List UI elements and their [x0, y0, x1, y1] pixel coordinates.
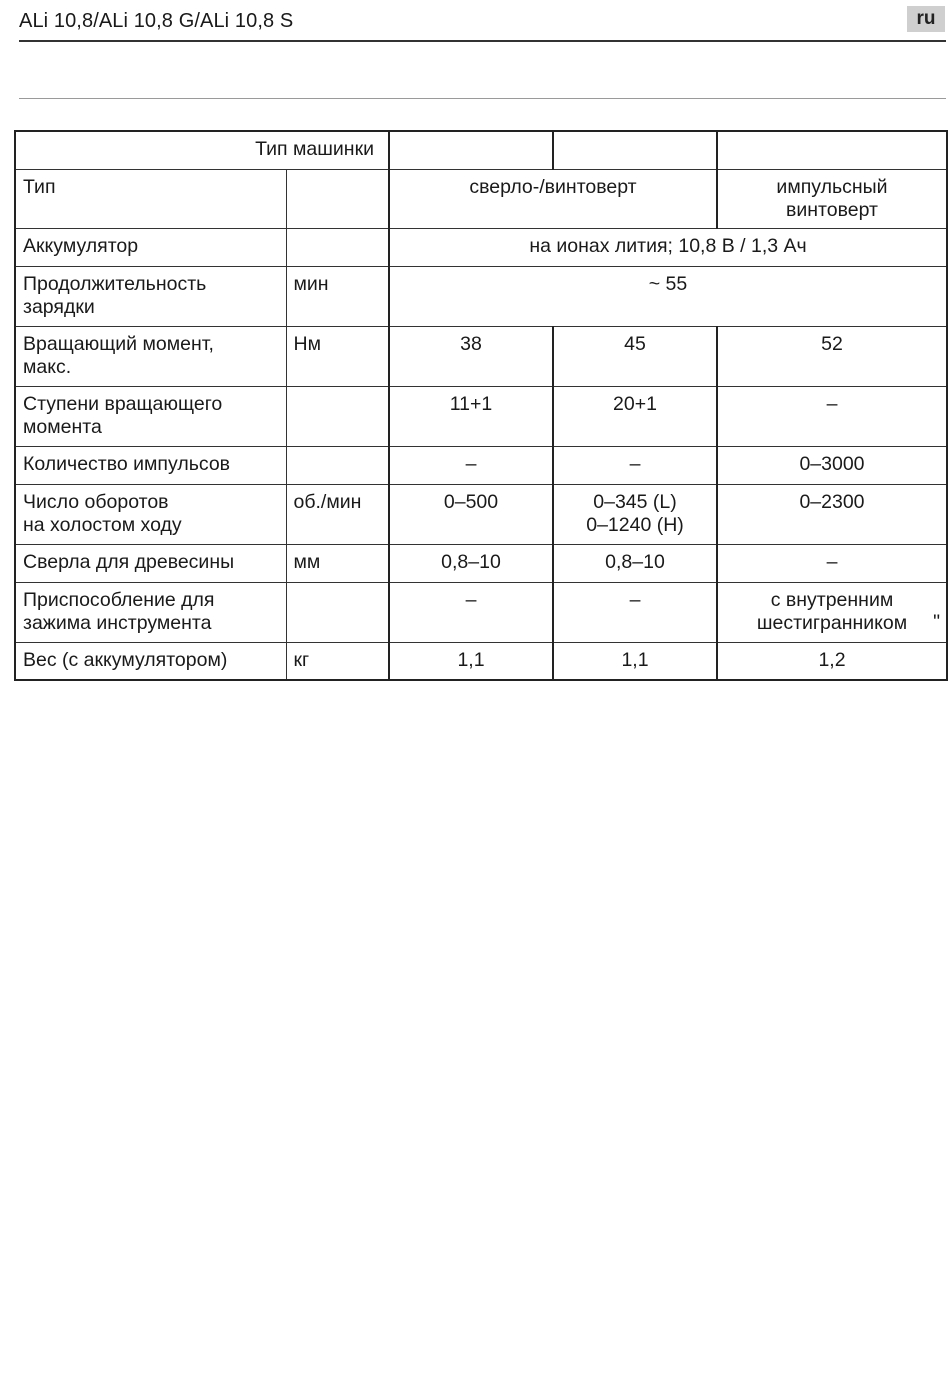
row-label [15, 386, 286, 446]
wood-drill-v2: 0,8–10 [553, 544, 717, 582]
chuck-v2: – [553, 582, 717, 642]
speed-v2 [553, 484, 717, 544]
wood-drill-v3: – [717, 544, 947, 582]
table-row-type [15, 169, 947, 228]
weight-v1: 1,1 [389, 642, 553, 680]
table-row-wood-drill [15, 544, 947, 582]
charge-value: ~ 55 [389, 266, 947, 326]
row-unit [286, 386, 389, 446]
torque-steps-v3: – [717, 386, 947, 446]
row-label [15, 484, 286, 544]
table-row-model [15, 131, 947, 169]
type-impact [717, 169, 947, 228]
wood-drill-v1: 0,8–10 [389, 544, 553, 582]
impulses-v2: – [553, 446, 717, 484]
row-unit: мм [286, 544, 389, 582]
model-cell-1 [389, 131, 553, 169]
weight-v2: 1,1 [553, 642, 717, 680]
row-label-line1: Ступени вращающего [23, 392, 223, 415]
table-row-weight [15, 642, 947, 680]
row-label-line2: момента [23, 415, 102, 438]
row-label: Количество импульсов [15, 446, 286, 484]
impulses-v3: 0–3000 [717, 446, 947, 484]
torque-steps-v1: 11+1 [389, 386, 553, 446]
header-rule [19, 40, 946, 42]
model-cell-2 [553, 131, 717, 169]
row-unit [286, 228, 389, 266]
impulses-v1: – [389, 446, 553, 484]
row-label-line2: зарядки [23, 295, 95, 318]
type-drill: сверло-/винтоверт [389, 169, 717, 228]
torque-v1: 38 [389, 326, 553, 386]
speed-v2-line1: 0–345 (L) [593, 490, 677, 513]
table-row-speed [15, 484, 947, 544]
language-badge: ru [907, 6, 945, 32]
spec-table [14, 130, 948, 681]
row-unit: кг [286, 642, 389, 680]
row-label-line2: зажима инструмента [23, 611, 212, 634]
row-label: Тип [15, 169, 286, 228]
row-label [15, 582, 286, 642]
table-row-charge [15, 266, 947, 326]
table-row-torque-steps [15, 386, 947, 446]
row-label [15, 326, 286, 386]
row-unit [286, 169, 389, 228]
row-unit [286, 582, 389, 642]
row-label-line2: макс. [23, 355, 72, 378]
row-label-line1: Приспособление для [23, 588, 215, 611]
chuck-v3-line2: шестигранником [756, 611, 908, 634]
type-impact-line2: винтоверт [786, 198, 878, 221]
speed-v2-line2: 0–1240 (H) [586, 513, 684, 536]
row-label-line1: Продолжительность [23, 272, 207, 295]
table-row-battery [15, 228, 947, 266]
battery-value: на ионах лития; 10,8 В / 1,3 Ач [389, 228, 947, 266]
weight-v3: 1,2 [717, 642, 947, 680]
row-label-line1: Число оборотов [23, 490, 169, 513]
type-impact-line1: импульсный [776, 175, 888, 198]
row-label [15, 266, 286, 326]
speed-v1: 0–500 [389, 484, 553, 544]
table-row-chuck [15, 582, 947, 642]
model-type-header: Тип машинки [15, 131, 389, 169]
torque-v3: 52 [717, 326, 947, 386]
torque-v2: 45 [553, 326, 717, 386]
torque-steps-v2: 20+1 [553, 386, 717, 446]
row-label-line1: Вращающий момент, [23, 332, 214, 355]
table-row-impulses [15, 446, 947, 484]
row-unit [286, 446, 389, 484]
chuck-v3 [717, 582, 947, 642]
chuck-v3-suffix: " [933, 610, 940, 633]
row-label: Вес (с аккумулятором) [15, 642, 286, 680]
row-unit: мин [286, 266, 389, 326]
chuck-v3-line1: с внутренним [770, 588, 894, 611]
section-divider [19, 98, 946, 99]
row-unit: об./мин [286, 484, 389, 544]
row-label: Аккумулятор [15, 228, 286, 266]
table-row-torque [15, 326, 947, 386]
row-unit: Нм [286, 326, 389, 386]
speed-v3: 0–2300 [717, 484, 947, 544]
chuck-v1: – [389, 582, 553, 642]
row-label-line2: на холостом ходу [23, 513, 182, 536]
model-cell-3 [717, 131, 947, 169]
document-title: ALi 10,8/ALi 10,8 G/ALi 10,8 S [19, 10, 294, 32]
row-label: Сверла для древесины [15, 544, 286, 582]
